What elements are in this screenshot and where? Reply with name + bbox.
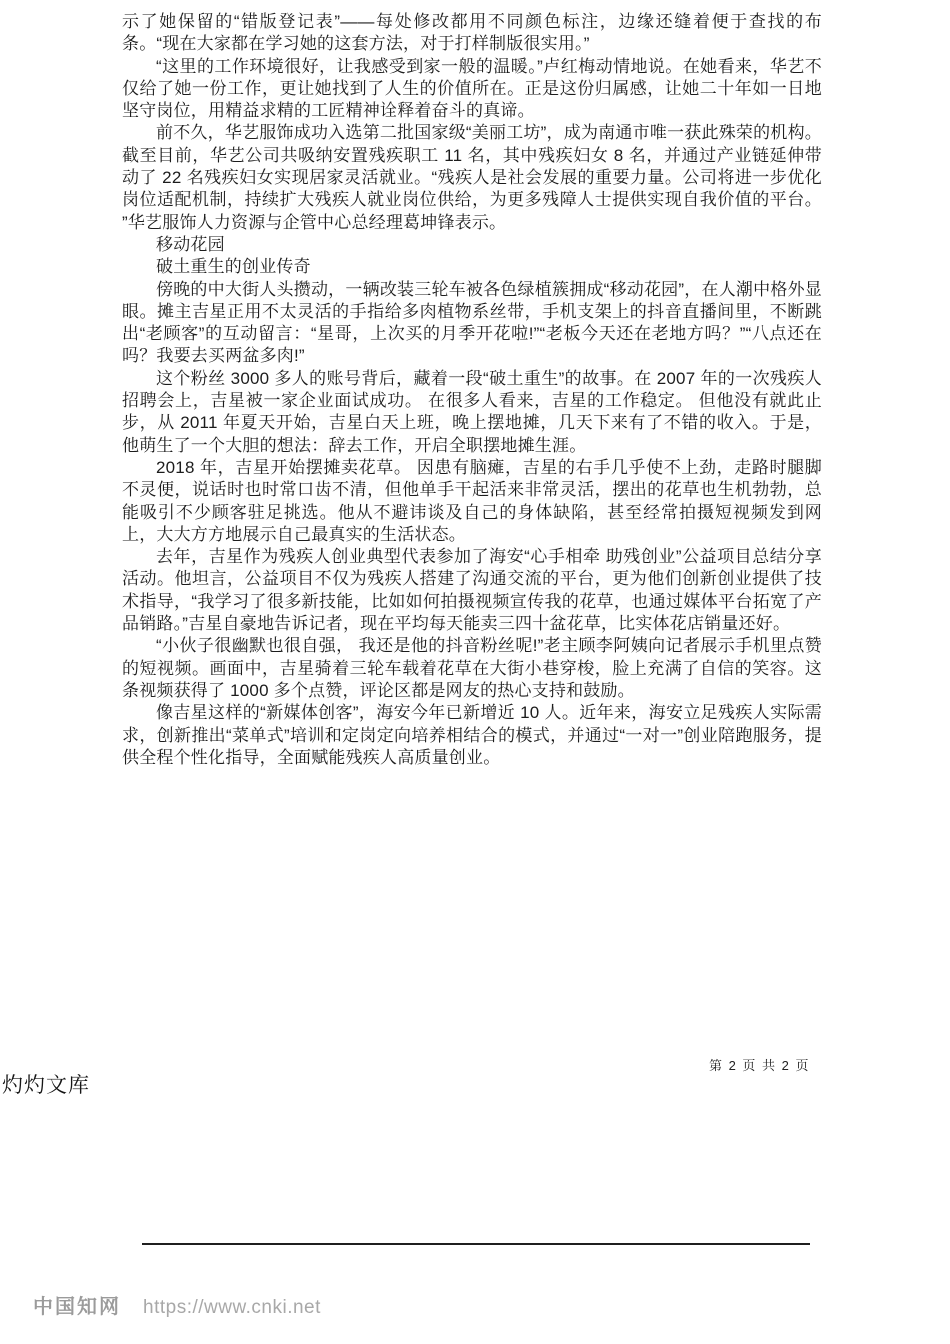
cnki-url-link[interactable]: https://www.cnki.net [143,1297,321,1318]
paragraph: 去年，吉星作为残疾人创业典型代表参加了海安“心手相牵 助残创业”公益项目总结分享活动。他坦言，公益项目不仅为残疾人搭建了沟通交流的平台，更为他们创新创业提供了技术指导，“我学习了很多新技能，比如如何拍摄视频宣传我的花草，也通过媒体平台拓宽了产品销路。”吉星自豪地告诉记者，现在平均每天能卖三四十盆花草，比实体花店销量还好。 [122,547,822,634]
footer-divider-line [142,1243,810,1245]
site-footer [33,1290,321,1319]
paragraph: 前不久，华艺服饰成功入选第二批国家级“美丽工坊”，成为南通市唯一获此殊荣的机构。截至目前，华艺公司共吸纳安置残疾职工 11 名，其中残疾妇女 8 名，并通过产业链延伸带动了 22 名残疾妇女实现居家灵活就业。“残疾人是社会发展的重要力量。公司将进一步优化岗位适配机制，持续扩大残疾人就业岗位供给，为更多残障人士提供实现自我价值的平台。 ”华艺服饰人力资源与企管中心总经理葛坤锋表示。 [122,123,822,232]
paragraph: 傍晚的中大街人头攒动，一辆改装三轮车被各色绿植簇拥成“移动花园”，在人潮中格外显眼。摊主吉星正用不太灵活的手指给多肉植物系丝带，手机支架上的抖音直播间里，不断跳出“老顾客”的互动留言：“星哥，上次买的月季开花啦!”“老板今天还在老地方吗？”“八点还在吗？我要去买两盆多肉!” [122,279,822,366]
cnki-logo-text: 中国知网 [33,1296,121,1318]
page-number-indicator: 第 2 页 共 2 页 [708,1058,810,1073]
section-heading: 移动花园 [156,234,225,254]
section-subheading: 破土重生的创业传奇 [156,257,311,277]
paragraph: 2018 年，吉星开始摆摊卖花草。 因患有脑瘫，吉星的右手几乎使不上劲，走路时腿脚不灵便，说话时也时常口齿不清，但他单手干起活来非常灵活，摆出的花草也生机勃勃，总能吸引不少顾客驻足挑选。他从不避讳谈及自己的身体缺陷，甚至经常拍摄短视频发到网上，大大方方地展示自己最真实的生活状态。 [122,457,822,544]
paragraph-continuation: 示了她保留的“错版登记表”——每处修改都用不同颜色标注，边缘还缝着便于查找的布条。“现在大家都在学习她的这套方法，对于打样制版很实用。” [122,12,822,54]
paragraph: 这个粉丝 3000 多人的账号背后，藏着一段“破土重生”的故事。在 2007 年的一次残疾人招聘会上，吉星被一家企业面试成功。 在很多人看来，吉星的工作稳定。 但他没有就此止步，从 2011 年夏天开始，吉星白天上班，晚上摆地摊，几天下来有了不错的收入。于是，他萌生了一个大胆的想法：辞去工作，开启全职摆地摊生涯。 [122,368,822,455]
library-watermark-label: 灼灼文库 [2,1074,90,1097]
paragraph: 像吉星这样的“新媒体创客”，海安今年已新增近 10 人。近年来，海安立足残疾人实际需求，创新推出“菜单式”培训和定岗定向培养相结合的模式，并通过“一对一”创业陪跑服务，提供全程个性化指导，全面赋能残疾人高质量创业。 [122,703,822,767]
document-body [122,11,822,769]
paragraph: “小伙子很幽默也很自强， 我还是他的抖音粉丝呢!”老主顾李阿姨向记者展示手机里点赞的短视频。画面中，吉星骑着三轮车载着花草在大街小巷穿梭，脸上充满了自信的笑容。这条视频获得了 1000 多个点赞，评论区都是网友的热心支持和鼓励。 [122,636,822,700]
paragraph: “这里的工作环境很好，让我感受到家一般的温暖。”卢红梅动情地说。在她看来，华艺不仅给了她一份工作，更让她找到了人生的价值所在。正是这份归属感，让她二十年如一日地坚守岗位，用精益求精的工匠精神诠释着奋斗的真谛。 [122,56,822,121]
